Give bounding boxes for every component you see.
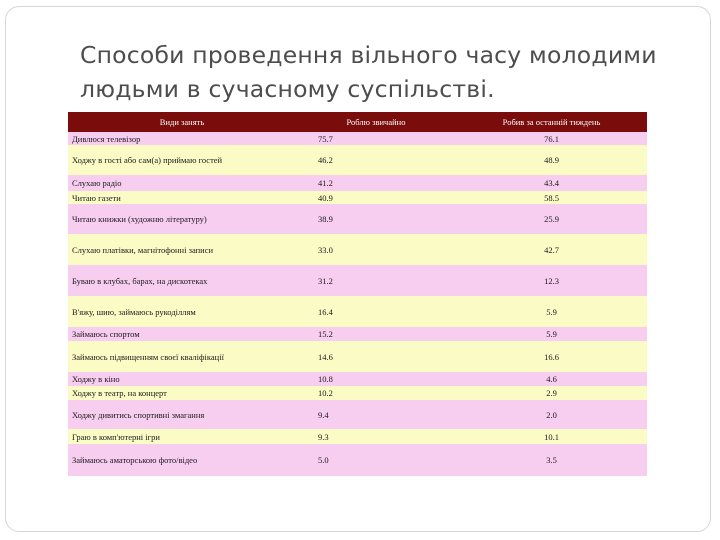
cell-last-week: 3.5 [456,444,647,476]
table-row [68,296,647,327]
cell-last-week: 16.6 [456,341,647,372]
cell-activity: Граю в комп'ютерні ігри [68,429,296,444]
table-row [68,444,647,476]
table-row [68,372,647,386]
header-activity: Види занять [68,112,296,132]
cell-usual: 33.0 [296,234,456,265]
cell-usual: 75.7 [296,132,456,145]
cell-activity: Ходжу в гості або сам(а) приймаю гостей [68,145,296,175]
cell-usual: 14.6 [296,341,456,372]
cell-last-week: 48.9 [456,145,647,175]
cell-usual: 10.2 [296,386,456,400]
table-row [68,386,647,400]
cell-last-week: 4.6 [456,372,647,386]
table-row [68,132,647,145]
cell-usual: 16.4 [296,296,456,327]
cell-usual: 31.2 [296,265,456,296]
cell-usual: 46.2 [296,145,456,175]
table-row [68,175,647,191]
cell-activity: Ходжу в кіно [68,372,296,386]
table-row [68,234,647,265]
cell-usual: 15.2 [296,327,456,341]
cell-usual: 5.0 [296,444,456,476]
cell-last-week: 42.7 [456,234,647,265]
activities-table [68,112,647,476]
table-row [68,204,647,234]
cell-last-week: 2.9 [456,386,647,400]
cell-usual: 9.3 [296,429,456,444]
cell-last-week: 12.3 [456,265,647,296]
cell-activity: Ходжу дивитись спортивні змагання [68,400,296,429]
cell-activity: Займаюсь спортом [68,327,296,341]
cell-usual: 38.9 [296,204,456,234]
cell-usual: 40.9 [296,191,456,204]
cell-activity: Займаюсь аматорською фото/відео [68,444,296,476]
cell-activity: Займаюсь підвищенням своєї кваліфікації [68,341,296,372]
cell-activity: Дивлюся телевізор [68,132,296,145]
cell-last-week: 76.1 [456,132,647,145]
cell-usual: 41.2 [296,175,456,191]
cell-activity: Ходжу в театр, на концерт [68,386,296,400]
table-row [68,400,647,429]
cell-last-week: 5.9 [456,296,647,327]
table-row [68,327,647,341]
cell-activity: Буваю в клубах, барах, на дискотеках [68,265,296,296]
cell-last-week: 58.5 [456,191,647,204]
cell-usual: 10.8 [296,372,456,386]
cell-activity: В'яжу, шию, займаюсь рукоділлям [68,296,296,327]
table-row [68,341,647,372]
table-header-row [68,112,647,132]
cell-last-week: 43.4 [456,175,647,191]
header-usual: Роблю звичайно [296,112,456,132]
header-last-week: Робив за останній тиждень [456,112,647,132]
slide-title: Способи проведення вільного часу молодими людьми в сучасному суспільстві. [80,41,657,103]
cell-last-week: 2.0 [456,400,647,429]
table-row [68,191,647,204]
cell-last-week: 5.9 [456,327,647,341]
cell-activity: Читаю книжки (художню літературу) [68,204,296,234]
table-row [68,145,647,175]
table-row [68,429,647,444]
cell-usual: 9.4 [296,400,456,429]
cell-activity: Слухаю платівки, магнітофонні записи [68,234,296,265]
cell-activity: Читаю газети [68,191,296,204]
cell-activity: Слухаю радіо [68,175,296,191]
cell-last-week: 10.1 [456,429,647,444]
cell-last-week: 25.9 [456,204,647,234]
table-row [68,265,647,296]
